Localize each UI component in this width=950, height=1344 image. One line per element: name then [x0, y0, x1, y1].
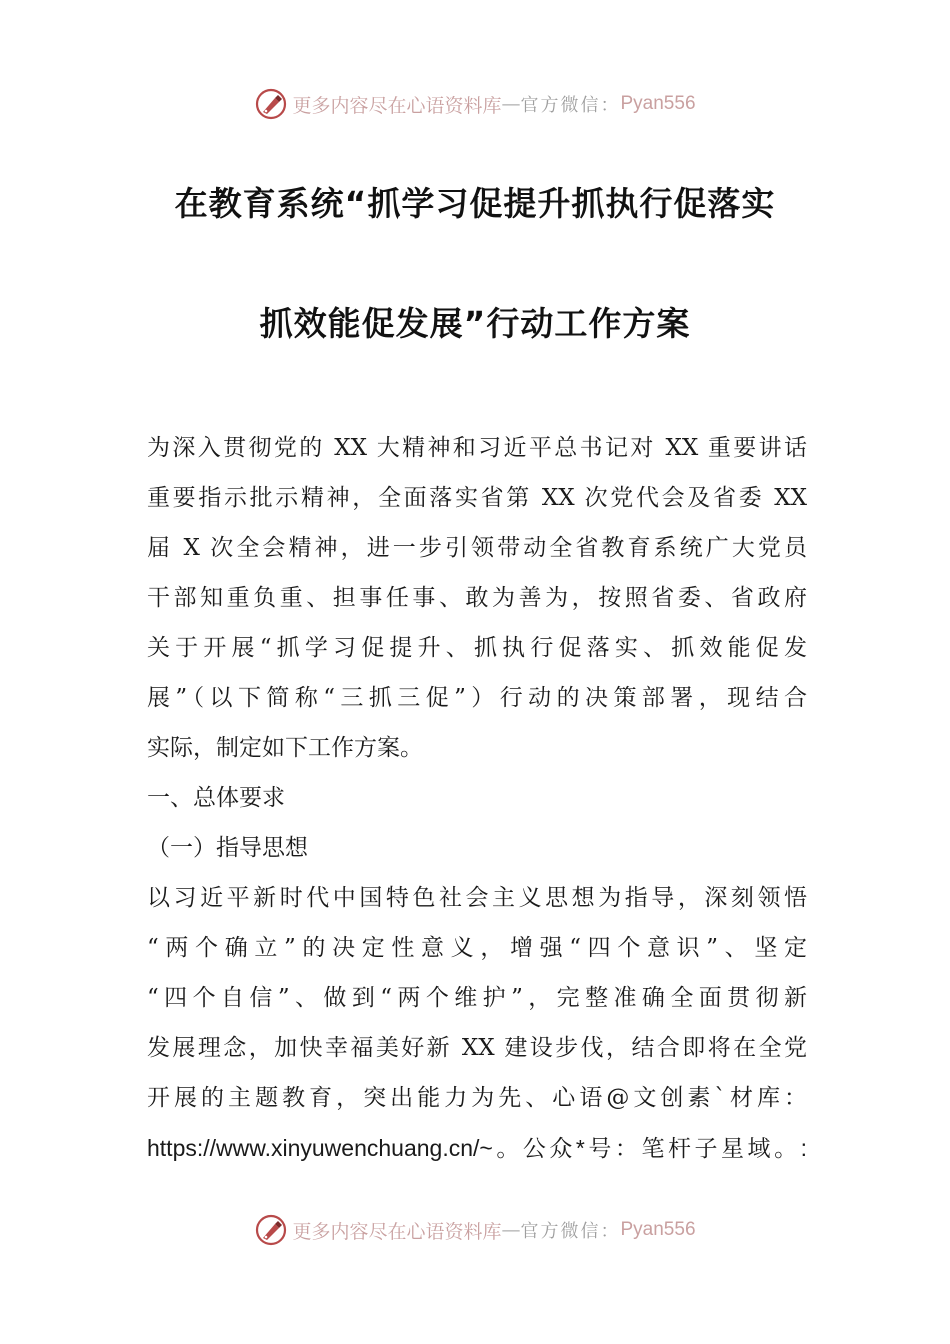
banner-slogan: 更多内容尽在心语资料库 [292, 1220, 502, 1243]
body-line: 干部知重负重、担事任事、敢为善为，按照省委、省政府 [147, 585, 807, 611]
pen-nib-circle-icon [254, 1213, 288, 1247]
header-watermark-banner [0, 80, 950, 128]
body-line: 重要指示批示精神，全面落实省第 XX 次党代会及省委 XX [147, 485, 807, 511]
document-title-line-1: 在教育系统“抓学习促提升抓执行促落实 [174, 184, 776, 223]
body-line: 展”（以下简称“三抓三促”）行动的决策部署，现结合 [147, 685, 807, 711]
body-line: 届 X 次全会精神，进一步引领带动全省教育系统广大党员 [147, 535, 807, 561]
body-line: 开展的主题教育，突出能力为先、心语@文创素`材库： [147, 1085, 807, 1111]
section-heading: 一、总体要求 [147, 785, 285, 811]
pen-nib-circle-icon [254, 87, 288, 121]
body-line: “四个自信”、做到“两个维护”，完整准确全面贯彻新 [147, 985, 807, 1011]
body-line: “两个确立”的决定性意义，增强“四个意识”、坚定 [147, 935, 807, 961]
body-line: 关于开展“抓学习促提升、抓执行促落实、抓效能促发 [147, 635, 807, 661]
banner-official-label: 官方微信： [520, 1221, 621, 1242]
banner-dash: — [501, 93, 521, 115]
banner-wechat-id: Pyan556 [620, 93, 696, 114]
banner-official-label: 官方微信： [520, 95, 621, 116]
footer-watermark-banner [0, 1206, 950, 1254]
document-title-line-2: 抓效能促发展”行动工作方案 [259, 304, 691, 343]
body-line: 以习近平新时代中国特色社会主义思想为指导，深刻领悟 [147, 885, 807, 911]
body-line: 实际，制定如下工作方案。 [147, 735, 423, 761]
document-body [147, 428, 807, 1178]
banner-wechat-id: Pyan556 [620, 1219, 696, 1240]
body-line: 为深入贯彻党的 XX 大精神和习近平总书记对 XX 重要讲话 [147, 435, 807, 461]
subsection-heading: （一）指导思想 [147, 835, 308, 861]
body-line-url: https://www.xinyuwenchuang.cn/~。公众*号：笔杆子星域。: [147, 1135, 807, 1161]
banner-dash: — [501, 1219, 521, 1241]
body-line: 发展理念，加快幸福美好新 XX 建设步伐，结合即将在全党 [147, 1035, 807, 1061]
banner-slogan: 更多内容尽在心语资料库 [292, 94, 502, 117]
